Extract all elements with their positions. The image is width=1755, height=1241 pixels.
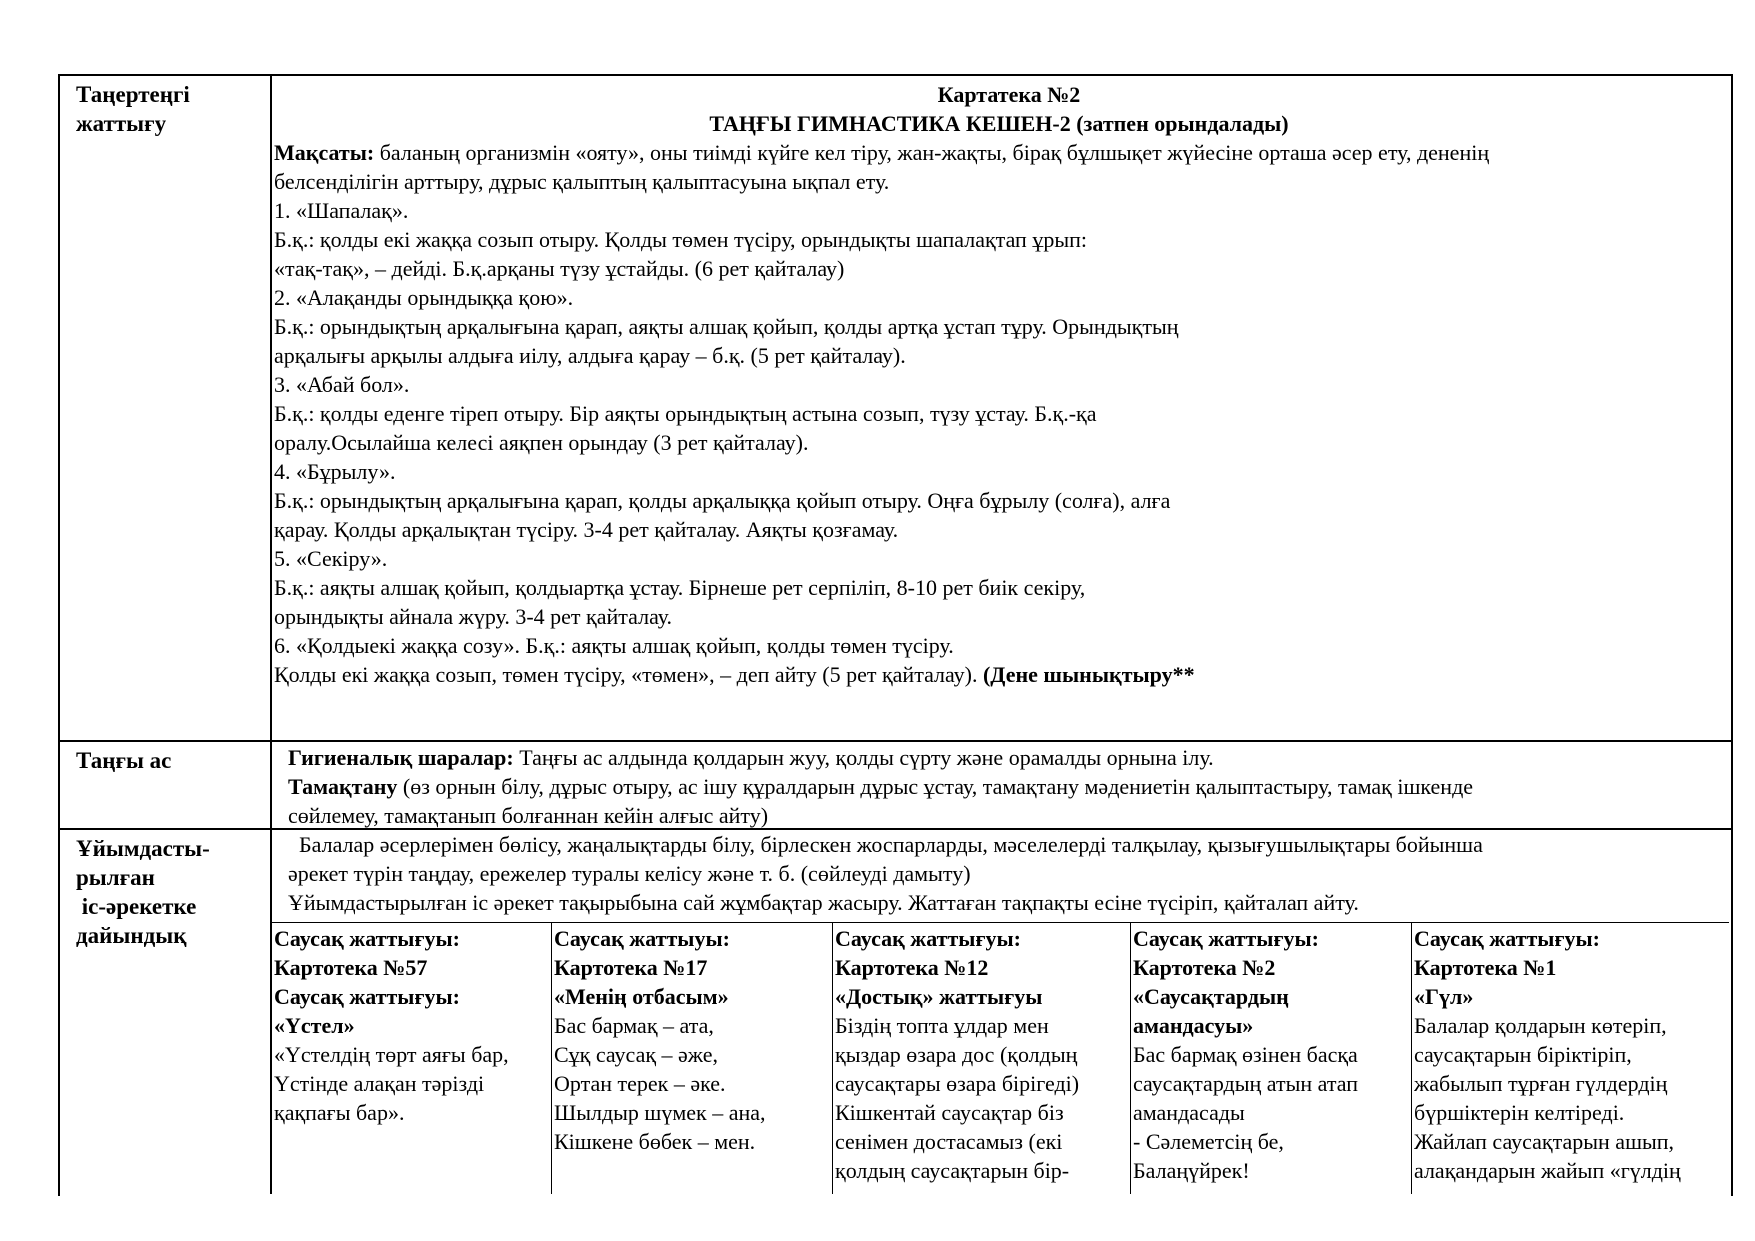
prep-line: Балалар әсерлерімен бөлісу, жаңалықтарды білу, бірлескен жоспарларды, мәселелерді талқылау, қызығушылықтары бойынша xyxy=(288,832,1483,857)
exercise-text-line: Кішкене бөбек – мен. xyxy=(554,1129,756,1154)
exercise-text-line: қолдың саусақтарын бір- xyxy=(835,1158,1070,1183)
exercise-line: 2. «Алақанды орындыққа қою». xyxy=(274,285,574,310)
exercise-text-line: саусақтары өзара бірігеді) xyxy=(835,1071,1080,1096)
exercise-text-line: Бас бармақ өзінен басқа xyxy=(1133,1042,1358,1067)
exercise-heading: Саусақ жаттығуы: xyxy=(1414,926,1600,951)
exercise-text-line: Ортан терек – әке. xyxy=(554,1071,726,1096)
hygiene-label: Гигиеналық шаралар: xyxy=(288,745,514,770)
exercise-heading: «Достық» жаттығуы xyxy=(835,984,1043,1009)
exercise-text-line: Сұқ саусақ – әже, xyxy=(554,1042,718,1067)
exercise-heading: Саусақ жаттыуы: xyxy=(554,926,730,951)
exercise-heading: Саусақ жаттығуы: xyxy=(274,926,460,951)
subtable-divider xyxy=(1411,922,1412,1194)
breakfast-content xyxy=(288,743,1728,830)
exercise-line: Б.қ.: орындықтың арқалығына қарап, аяқты алшақ қойып, қолды артқа ұстап тұру. Орындықтың xyxy=(274,314,1179,339)
exercise-heading: Картотека №2 xyxy=(1133,955,1276,980)
exercise-text-line: Кішкентай саусақтар біз xyxy=(835,1100,1064,1125)
exercise-text-line: қыздар өзара дос (қолдың xyxy=(835,1042,1078,1067)
exercise-heading: Картотека №12 xyxy=(835,955,989,980)
label-line: Таңертеңгі xyxy=(76,82,190,107)
hygiene-line xyxy=(288,743,1728,772)
exercise-line: Б.қ.: орындықтың арқалығына қарап, қолды арқалыққа қойып отыру. Оңға бұрылу (солға), алға xyxy=(274,488,1171,513)
label-line: жаттығу xyxy=(76,111,167,136)
label-line: Ұйымдасты- xyxy=(76,836,210,861)
exercise-line: орындықты айнала жүру. 3-4 рет қайталау. xyxy=(274,604,673,629)
exercise-text-line: Бас бармақ – ата, xyxy=(554,1013,714,1038)
eating-line-1 xyxy=(288,772,1728,801)
exercise-text-line: Балаңүйрек! xyxy=(1133,1158,1250,1183)
exercise-text-line: Үстінде алақан тәрізді xyxy=(274,1071,485,1096)
exercise-heading: Картотека №17 xyxy=(554,955,708,980)
exercise-heading: Саусақ жаттығуы: xyxy=(1133,926,1319,951)
exercise-line: 4. «Бұрылу». xyxy=(274,459,396,484)
prep-line: Ұйымдастырылған іс әрекет тақырыбына сай жұмбақтар жасыру. Жаттаған тақпақты есіне түсіріп, қайталап айту. xyxy=(288,890,1359,915)
card-title: Картатека №2 xyxy=(937,82,1081,107)
exercise-text-line: саусақтардың атын атап xyxy=(1133,1071,1358,1096)
finger-exercise-57 xyxy=(274,924,550,1194)
finger-exercise-17 xyxy=(554,924,830,1194)
finger-exercise-12 xyxy=(835,924,1129,1194)
label-line: рылған xyxy=(76,865,155,890)
exercise-text-line: «Үстелдің төрт аяғы бар, xyxy=(274,1042,509,1067)
exercise-line: 1. «Шапалақ». xyxy=(274,198,409,223)
subtable-divider xyxy=(1130,922,1131,1194)
exercise-heading: Саусақ жаттығуы: xyxy=(274,984,460,1009)
row-label-morning-exercise xyxy=(76,80,190,138)
exercise-heading: амандасуы» xyxy=(1133,1013,1254,1038)
exercise-line: оралу.Осылайша келесі аяқпен орындау (3 рет қайталау). xyxy=(274,430,809,455)
row-label-prep xyxy=(76,834,210,950)
row-divider-breakfast xyxy=(58,740,1733,742)
exercise-text-line: - Сәлеметсің бе, xyxy=(1133,1129,1284,1154)
prep-content xyxy=(288,830,1728,917)
hygiene-text: Таңғы ас алдында қолдарын жуу, қолды сүрту және орамалды орнына ілу. xyxy=(513,745,1214,770)
exercise-text-line: Жайлап саусақтарын ашып, xyxy=(1414,1129,1675,1154)
goal-text: баланың организмін «ояту», оны тиімді күйге кел тіру, жан-жақты, бірақ бұлшықет жүйесіне орташа әсер ету, дененің xyxy=(374,140,1490,165)
exercise-heading: Картотека №1 xyxy=(1414,955,1557,980)
exercise-line: 6. «Қолдыекі жаққа созу». Б.қ.: аяқты алшақ қойып, қолды төмен түсіру. xyxy=(274,633,954,658)
goal-label: Мақсаты: xyxy=(274,140,375,165)
eating-line-2: сөйлемеу, тамақтанып болғаннан кейін алғыс айту) xyxy=(288,803,769,828)
exercise-line: қарау. Қолды арқалықтан түсіру. 3-4 рет қайталау. Аяқты қозғамау. xyxy=(274,517,899,542)
exercise-text-line: алақандарын жайып «гүлдің xyxy=(1414,1158,1681,1183)
exercise-last-line xyxy=(274,660,1724,689)
complex-title: ТАҢҒЫ ГИМНАСТИКА КЕШЕН-2 (затпен орындалады) xyxy=(709,111,1289,136)
subtable-divider xyxy=(551,922,552,1194)
exercise-text-line: амандасады xyxy=(1133,1100,1245,1125)
exercise-text-line: саусақтарын біріктіріп, xyxy=(1414,1042,1632,1067)
eating-label: Тамақтану xyxy=(288,774,398,799)
exercise-line: Б.қ.: қолды екі жаққа созып отыру. Қолды төмен түсіру, орындықты шапалақтап ұрып: xyxy=(274,227,1087,252)
exercise-last-text: Қолды екі жаққа созып, төмен түсіру, «төмен», – деп айту (5 рет қайталау). xyxy=(274,662,983,687)
goal-line-2: белсенділігін арттыру, дұрыс қалыптың қалыптасуына ықпал ету. xyxy=(274,169,890,194)
exercise-heading: «Менің отбасым» xyxy=(554,984,729,1009)
eating-text: (өз орнын білу, дұрыс отыру, ас ішу құралдарын дұрыс ұстау, тамақтану мәдениетін қалыптастыру, тамақ ішкенде xyxy=(397,774,1474,799)
prep-line: әрекет түрін таңдау, ережелер туралы келісу және т. б. (сөйлеуді дамыту) xyxy=(288,861,971,886)
finger-exercise-2 xyxy=(1133,924,1410,1194)
exercise-heading: «Саусақтардың xyxy=(1133,984,1289,1009)
exercise-line: 5. «Секіру». xyxy=(274,546,388,571)
exercise-line: «тақ-тақ», – дейді. Б.қ.арқаны түзу ұстайды. (6 рет қайталау) xyxy=(274,256,845,281)
goal-line-1 xyxy=(274,138,1724,167)
exercise-line: арқалығы арқылы алдыға иілу, алдыға қарау – б.қ. (5 рет қайталау). xyxy=(274,343,906,368)
exercise-text-line: жабылып тұрған гүлдердің xyxy=(1414,1071,1668,1096)
physical-education-note: (Дене шынықтыру** xyxy=(982,662,1195,687)
exercise-text-line: бүршіктерін келтіреді. xyxy=(1414,1100,1625,1125)
label-line: дайындық xyxy=(76,923,187,948)
row-label-breakfast: Таңғы ас xyxy=(76,748,172,773)
exercise-heading: «Үстел» xyxy=(274,1013,355,1038)
label-line: іс-әрекетке xyxy=(76,894,197,919)
exercise-heading: Саусақ жаттығуы: xyxy=(835,926,1021,951)
exercise-text-line: Біздің топта ұлдар мен xyxy=(835,1013,1049,1038)
exercise-text-line: сенімен достасамыз (екі xyxy=(835,1129,1063,1154)
exercise-heading: «Гүл» xyxy=(1414,984,1474,1009)
exercise-line: Б.қ.: аяқты алшақ қойып, қолдыартқа ұстау. Бірнеше рет серпіліп, 8-10 рет биік секіру, xyxy=(274,575,1086,600)
exercise-heading: Картотека №57 xyxy=(274,955,428,980)
exercise-line: 3. «Абай бол». xyxy=(274,372,410,397)
exercise-text-line: Балалар қолдарын көтеріп, xyxy=(1414,1013,1667,1038)
exercise-text-line: Шылдыр шүмек – ана, xyxy=(554,1100,766,1125)
finger-exercise-1 xyxy=(1414,924,1727,1194)
subtable-divider xyxy=(832,922,833,1194)
morning-exercise-content xyxy=(274,80,1724,689)
exercise-line: Б.қ.: қолды еденге тіреп отыру. Бір аяқты орындықтың астына созып, түзу ұстау. Б.қ.-қа xyxy=(274,401,1097,426)
exercise-text-line: қақпағы бар». xyxy=(274,1100,405,1125)
